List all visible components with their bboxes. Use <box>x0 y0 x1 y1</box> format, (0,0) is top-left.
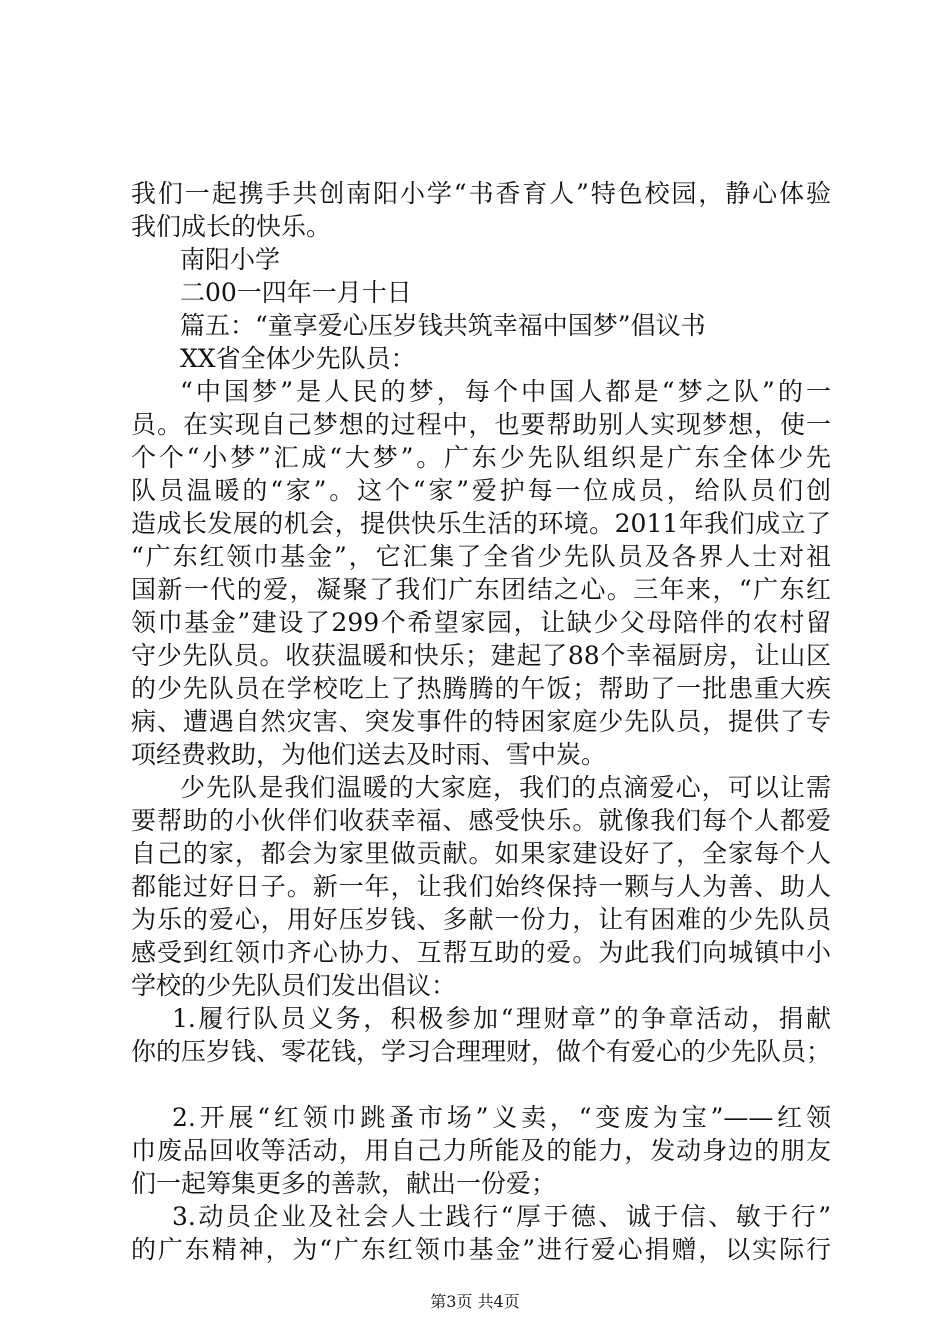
text-line: 要帮助的小伙伴们收获幸福、感受快乐。就像我们每个人都爱 <box>131 806 831 835</box>
text-line: 守少先队员。收获温暖和快乐；建起了88个幸福厨房，让山区 <box>131 641 831 670</box>
text-line: 都能过好日子。新一年，让我们始终保持一颗与人为善、助人 <box>131 872 831 901</box>
text-line: 南阳小学 <box>180 245 281 274</box>
list-item-text: 的广东精神，为“广东红领巾基金”进行爱心捐赠，以实际行 <box>131 1235 831 1264</box>
text-line: 二00一四年一月十日 <box>180 278 412 307</box>
list-item-text: 1.履行队员义务，积极参加“理财章”的争章活动，捐献 <box>172 1004 831 1033</box>
list-item-text: 巾废品回收等活动，用自己力所能及的能力，发动身边的朋友 <box>131 1136 831 1165</box>
text-line: 为乐的爱心，用好压岁钱、多献一份力，让有困难的少先队员 <box>131 905 831 934</box>
page-footer: 第3页 共4页 <box>430 1292 520 1311</box>
text-line: 个个“小梦”汇成“大梦”。广东少先队组织是广东全体少先 <box>131 443 831 472</box>
text-line: 我们一起携手共创南阳小学“书香育人”特色校园，静心体验 <box>131 179 831 208</box>
text-line: “广东红领巾基金”，它汇集了全省少先队员及各界人士对祖 <box>131 542 831 571</box>
text-line: 的少先队员在学校吃上了热腾腾的午饭；帮助了一批患重大疾 <box>131 674 831 703</box>
text-line: 少先队是我们温暖的大家庭，我们的点滴爱心，可以让需 <box>180 773 831 802</box>
text-line: 我们成长的快乐。 <box>131 212 332 241</box>
section-heading: 篇五：“童享爱心压岁钱共筑幸福中国梦”倡议书 <box>180 311 706 340</box>
text-line: 国新一代的爱，凝聚了我们广东团结之心。三年来，“广东红 <box>131 575 831 604</box>
text-line: 自己的家，都会为家里做贡献。如果家建设好了，全家每个人 <box>131 839 831 868</box>
text-line: 员。在实现自己梦想的过程中，也要帮助别人实现梦想，使一 <box>131 410 831 439</box>
text-line: “中国梦”是人民的梦，每个中国人都是“梦之队”的一 <box>180 377 831 406</box>
text-line: 造成长发展的机会，提供快乐生活的环境。2011年我们成立了 <box>131 509 831 538</box>
list-item-text: 们一起筹集更多的善款，献出一份爱； <box>131 1169 557 1198</box>
text-line: 领巾基金”建设了299个希望家园，让缺少父母陪伴的农村留 <box>131 608 831 637</box>
list-item-text: 3.动员企业及社会人士践行“厚于德、诚于信、敏于行” <box>172 1202 831 1231</box>
text-line: 队员温暖的“家”。这个“家”爱护每一位成员，给队员们创 <box>131 476 831 505</box>
text-line: 病、遭遇自然灾害、突发事件的特困家庭少先队员，提供了专 <box>131 707 831 736</box>
list-item-text: 你的压岁钱、零花钱，学习合理理财，做个有爱心的少先队员； <box>131 1037 832 1066</box>
text-line: 感受到红领巾齐心协力、互帮互助的爱。为此我们向城镇中小 <box>131 938 831 967</box>
text-line: 项经费救助，为他们送去及时雨、雪中炭。 <box>131 740 607 769</box>
salutation: XX省全体少先队员： <box>180 344 416 373</box>
text-line: 学校的少先队员们发出倡议： <box>131 971 457 1000</box>
list-item-text: 2.开展“红领巾跳蚤市场”义卖，“变废为宝”——红领 <box>172 1103 831 1132</box>
